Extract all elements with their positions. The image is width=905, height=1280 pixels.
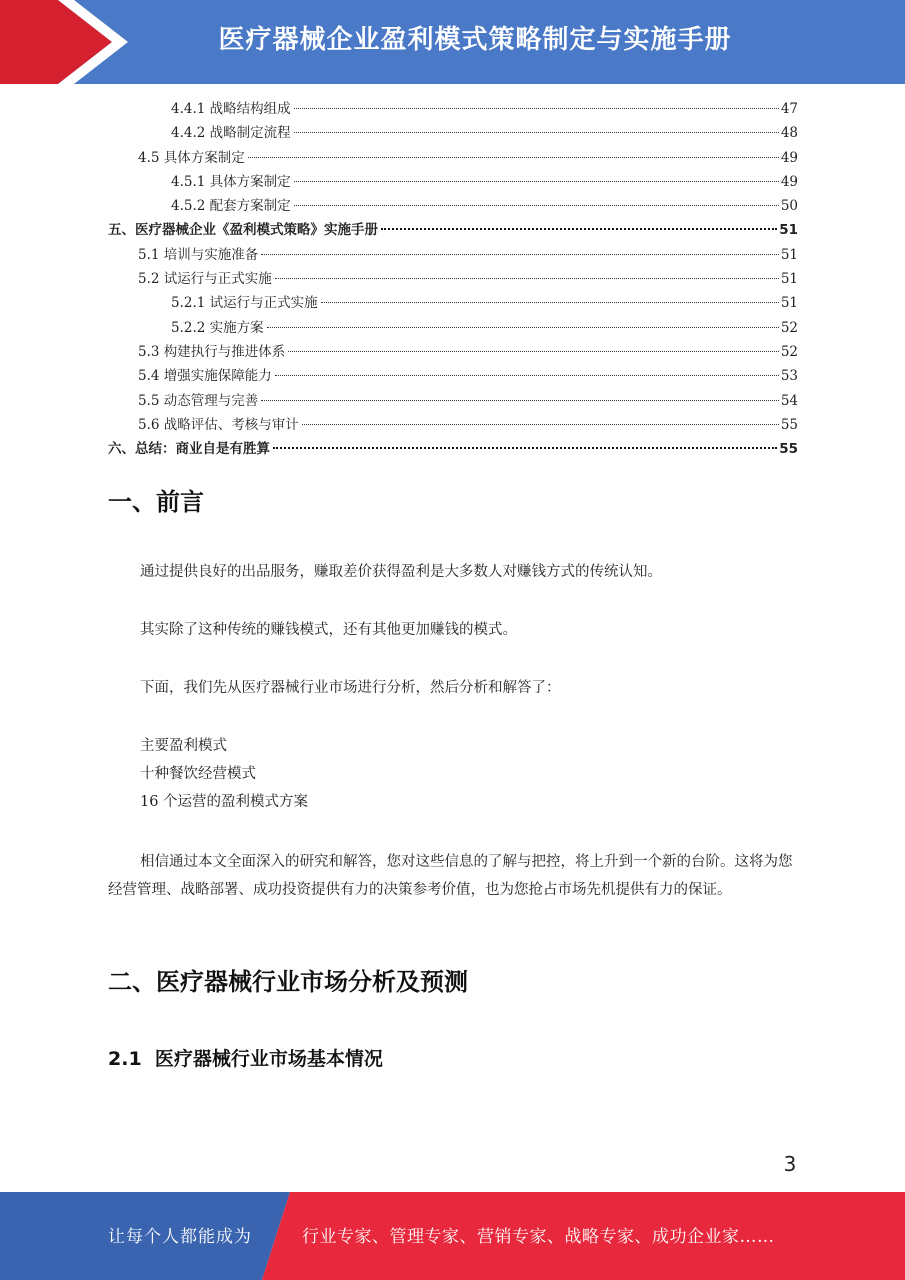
- toc-entry-label: 培训与实施准备: [163, 246, 259, 263]
- toc-entry-page: 49: [780, 173, 798, 190]
- toc-leader-dots: [288, 351, 779, 352]
- toc-entry-page: 52: [780, 319, 798, 336]
- toc-entry-page: 55: [779, 441, 798, 458]
- footer-slogan-right: 行业专家、管理专家、营销专家、战略专家、成功企业家……: [302, 1227, 775, 1247]
- toc-entry-label: 战略结构组成: [209, 101, 291, 117]
- toc-entry-number: 5.5: [138, 392, 164, 409]
- toc-entry-page: 51: [780, 295, 798, 312]
- toc-entry-page: 51: [779, 222, 798, 239]
- toc-entry[interactable]: [108, 291, 798, 315]
- toc-entry-label: 配套方案制定: [209, 198, 291, 215]
- toc-entry-number: 5.3: [138, 343, 164, 360]
- table-of-contents: [108, 97, 798, 461]
- toc-leader-dots: [294, 132, 779, 133]
- toc-entry[interactable]: [108, 218, 798, 242]
- paragraph-1: 通过提供良好的出品服务，赚取差价获得盈利是大多数人对赚钱方式的传统认知。: [140, 564, 662, 580]
- toc-entry[interactable]: [108, 437, 798, 461]
- toc-entry-page: 51: [780, 246, 798, 263]
- toc-entry[interactable]: [108, 316, 798, 340]
- paragraph-4: 相信通过本文全面深入的研究和解答，您对这些信息的了解与把控，将上升到一个新的台阶。这将为您经营管理、战略部署、成功投资提供有力的决策参考价值，也为您抢占市场先机提供有力的保证。: [108, 854, 793, 898]
- toc-entry-number: 5.2: [138, 271, 164, 288]
- toc-entry-number: 4.4.1: [171, 101, 210, 117]
- profit-model-list: [140, 732, 308, 816]
- toc-entry-label: 战略制定流程: [209, 125, 291, 142]
- toc-entry-page: 52: [780, 343, 798, 360]
- toc-entry-page: 50: [780, 198, 798, 215]
- toc-entry[interactable]: [108, 243, 798, 267]
- toc-entry[interactable]: [108, 267, 798, 291]
- toc-entry-label: 增强实施保障能力: [163, 368, 272, 385]
- toc-entry[interactable]: [108, 121, 798, 145]
- paragraph-2: 其实除了这种传统的赚钱模式，还有其他更加赚钱的模式。: [140, 622, 517, 638]
- toc-entry-page: 54: [780, 392, 798, 409]
- subsection-heading: 2.1 医疗器械行业市场基本情况: [108, 1048, 383, 1070]
- toc-leader-dots: [381, 228, 777, 230]
- toc-entry-page: 51: [780, 271, 798, 288]
- toc-entry[interactable]: [108, 170, 798, 194]
- toc-entry-label: 总结：商业自是有胜算: [135, 441, 270, 458]
- toc-entry-number: 4.5.2: [171, 198, 210, 215]
- toc-entry-number: 五、: [108, 222, 135, 239]
- toc-entry-number: 4.5.1: [171, 173, 210, 190]
- toc-entry-number: 4.5: [138, 149, 164, 166]
- toc-entry-label: 具体方案制定: [163, 149, 245, 166]
- toc-entry-label: 试运行与正式实施: [209, 295, 318, 312]
- footer-slogan-left: 让每个人都能成为: [108, 1227, 252, 1247]
- page-header: [0, 0, 905, 84]
- toc-entry[interactable]: [108, 97, 798, 121]
- toc-leader-dots: [261, 400, 779, 401]
- toc-entry-label: 构建执行与推进体系: [163, 343, 286, 360]
- toc-leader-dots: [267, 327, 779, 328]
- paragraph-3: 下面，我们先从医疗器械行业市场进行分析，然后分析和解答了：: [140, 680, 561, 696]
- toc-entry-label: 试运行与正式实施: [163, 271, 272, 288]
- toc-leader-dots: [294, 205, 779, 206]
- toc-entry-number: 4.4.2: [171, 125, 210, 142]
- page-footer: [0, 1192, 905, 1280]
- toc-entry-number: 5.4: [138, 368, 164, 385]
- toc-leader-dots: [294, 108, 779, 109]
- list-item: 十种餐饮经营模式: [140, 766, 256, 782]
- toc-entry-page: 55: [780, 416, 798, 433]
- toc-entry-label: 动态管理与完善: [163, 392, 259, 409]
- toc-entry-label: 战略评估、考核与审计: [163, 416, 299, 433]
- toc-entry-page: 53: [780, 368, 798, 385]
- toc-leader-dots: [302, 424, 779, 425]
- toc-leader-dots: [275, 278, 779, 279]
- toc-leader-dots: [273, 447, 777, 449]
- section-heading-market-analysis: 二、医疗器械行业市场分析及预测: [108, 968, 468, 996]
- toc-leader-dots: [321, 302, 779, 303]
- toc-entry-number: 5.1: [138, 246, 164, 263]
- toc-leader-dots: [248, 157, 779, 158]
- toc-entry[interactable]: [108, 389, 798, 413]
- toc-leader-dots: [275, 375, 779, 376]
- toc-entry[interactable]: [108, 340, 798, 364]
- toc-entry-page: 49: [780, 149, 798, 166]
- toc-entry-page: 48: [780, 125, 798, 142]
- toc-entry[interactable]: [108, 146, 798, 170]
- toc-entry[interactable]: [108, 413, 798, 437]
- toc-entry-number: 5.2.2: [171, 319, 210, 336]
- toc-entry[interactable]: [108, 194, 798, 218]
- toc-entry-label: 具体方案制定: [209, 173, 291, 190]
- toc-entry-number: 六、: [108, 441, 135, 458]
- list-item: 主要盈利模式: [140, 738, 227, 754]
- toc-leader-dots: [294, 181, 779, 182]
- header-title: 医疗器械企业盈利模式策略制定与实施手册: [218, 25, 732, 55]
- toc-entry-label: 实施方案: [209, 319, 264, 336]
- toc-leader-dots: [261, 254, 779, 255]
- page-number: 3: [783, 1152, 797, 1176]
- toc-entry-number: 5.6: [138, 416, 164, 433]
- toc-entry-page: 47: [780, 101, 798, 117]
- toc-entry[interactable]: [108, 364, 798, 388]
- list-item: 16 个运营的盈利模式方案: [140, 794, 309, 810]
- toc-entry-label: 医疗器械企业《盈利模式策略》实施手册: [135, 222, 378, 239]
- section-heading-preface: 一、前言: [108, 488, 204, 516]
- toc-entry-number: 5.2.1: [171, 295, 210, 312]
